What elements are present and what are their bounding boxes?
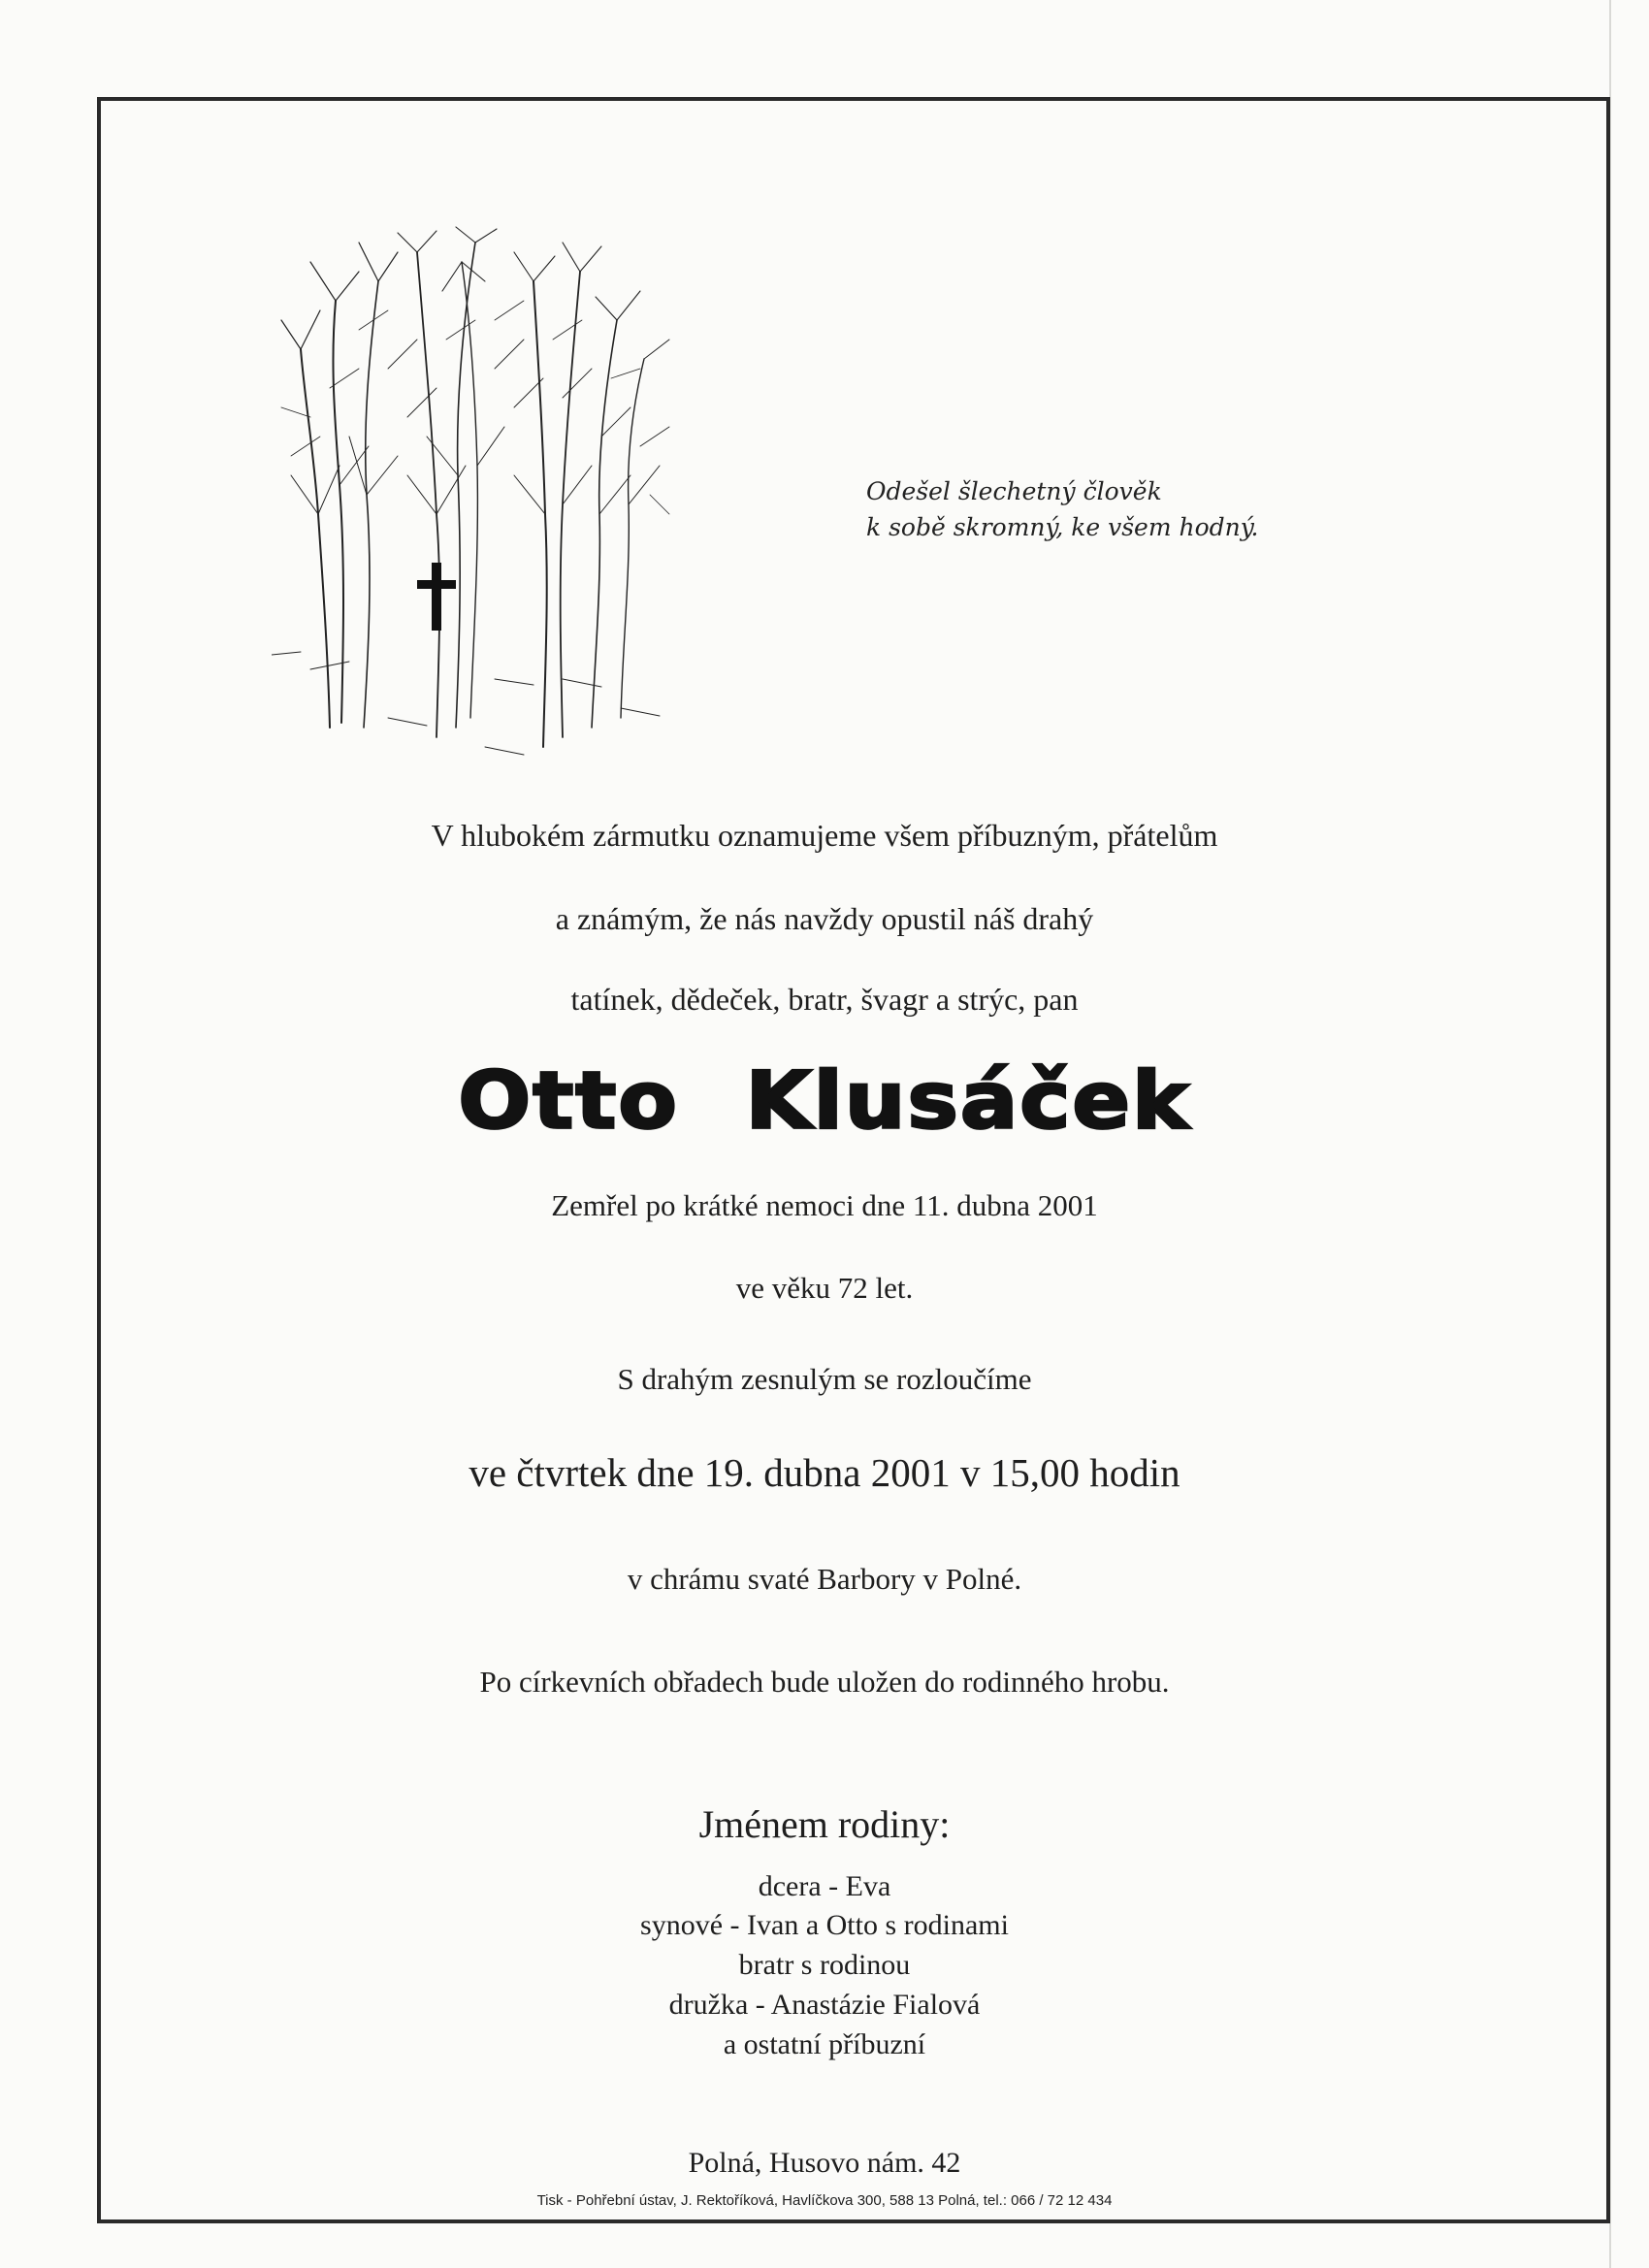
funeral-date-time: ve čtvrtek dne 19. dubna 2001 v 15,00 hodin	[469, 1450, 1180, 1495]
poem	[866, 473, 1371, 545]
announcement-line-3: tatínek, dědeček, bratr, švagr a strýc, pan	[570, 982, 1079, 1017]
family-member: bratr s rodinou	[738, 1949, 911, 1981]
deceased-name: Otto Klusáček	[458, 1054, 1191, 1147]
poem-line-2: k sobě skromný, ke všem hodný.	[866, 513, 1259, 541]
printer-credit: Tisk - Pohřební ústav, J. Rektoříková, Havlíčkova 300, 588 13 Polná, tel.: 066 / 72 12 434	[536, 2192, 1113, 2209]
address: Polná, Husovo nám. 42	[688, 2147, 961, 2179]
poem-line-1: Odešel šlechetný člověk	[866, 477, 1162, 505]
death-date-line: Zemřel po krátké nemoci dne 11. dubna 2001	[551, 1188, 1098, 1222]
memorial-illustration	[272, 223, 679, 776]
farewell-intro: S drahým zesnulým se rozloučíme	[617, 1362, 1032, 1396]
age-line: ve věku 72 let.	[735, 1271, 914, 1305]
family-member: dcera - Eva	[758, 1870, 891, 1902]
family-member: synové - Ivan a Otto s rodinami	[640, 1909, 1009, 1941]
cross-icon	[417, 563, 456, 631]
family-title: Jménem rodiny:	[698, 1802, 951, 1846]
family-member: a ostatní příbuzní	[723, 2028, 926, 2060]
announcement-line-1: V hlubokém zármutku oznamujeme všem příbuzným, přátelům	[431, 818, 1218, 853]
announcement-line-2: a známým, že nás navždy opustil náš drahý	[555, 901, 1094, 936]
burial-note: Po církevních obřadech bude uložen do rodinného hrobu.	[479, 1665, 1170, 1699]
funeral-place: v chrámu svaté Barbory v Polné.	[627, 1562, 1022, 1596]
family-member: družka - Anastázie Fialová	[668, 1989, 981, 2021]
